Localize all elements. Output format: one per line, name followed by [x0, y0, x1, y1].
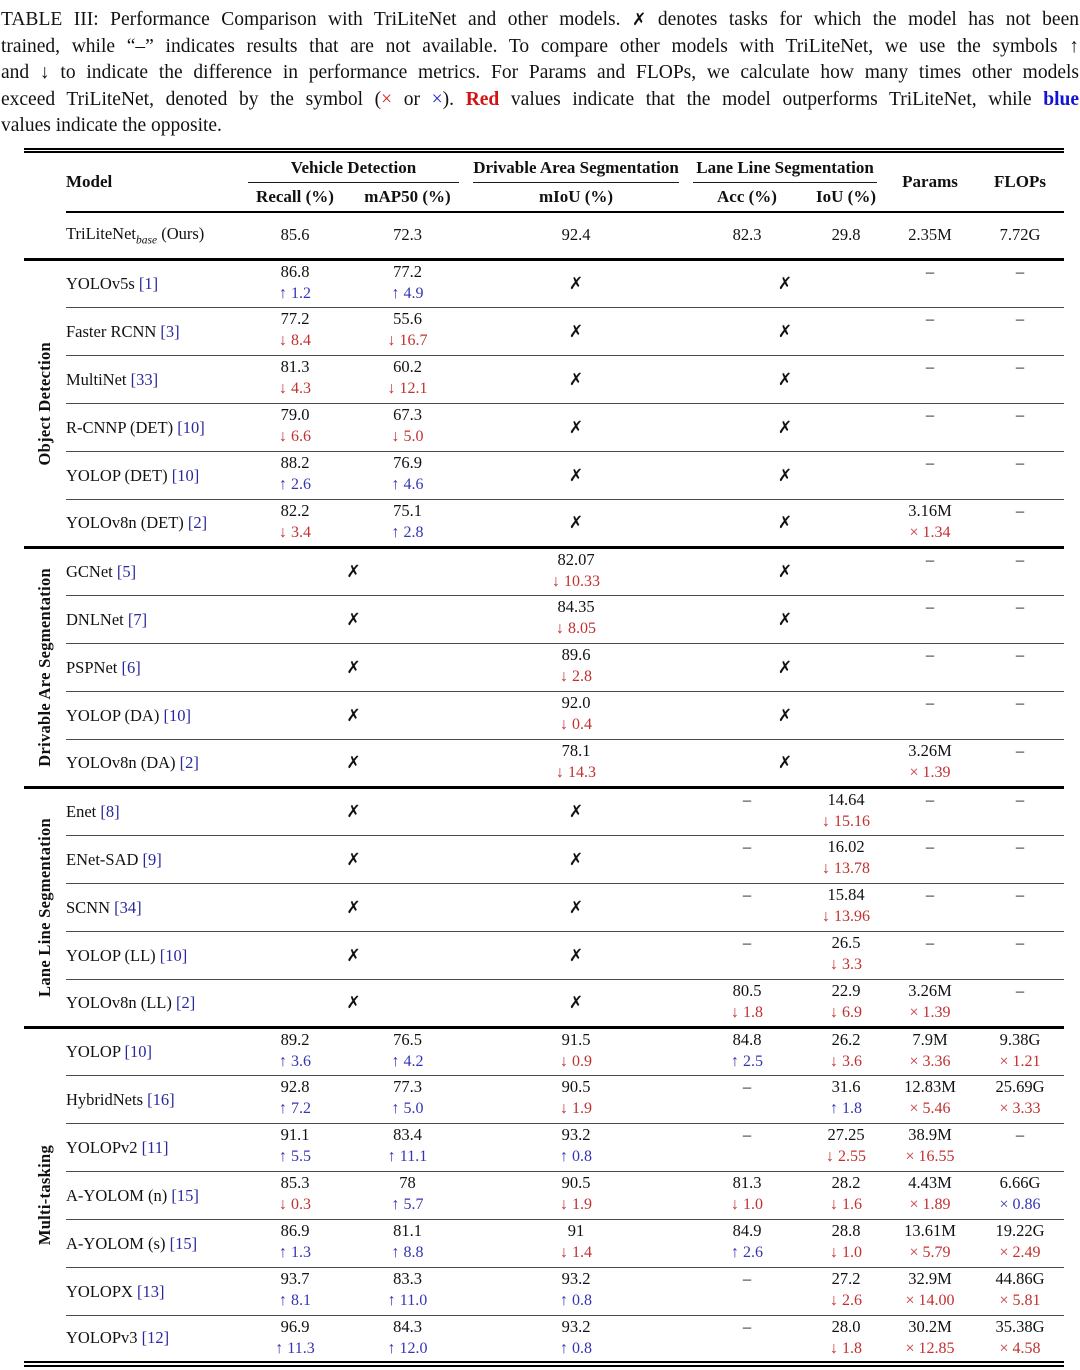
caption-text: denotes tasks for which the model has not been	[646, 9, 1079, 30]
column-header-map50: mAP50 (%)	[349, 183, 466, 212]
model-name	[66, 1076, 241, 1124]
cell-params: 3.26M × 1.39	[884, 980, 976, 1028]
cell-miou: 90.5 ↓ 1.9	[466, 1172, 686, 1220]
cell-not-trained: ✗	[466, 884, 686, 932]
model-name	[66, 500, 241, 548]
cell-params: –	[884, 596, 976, 644]
cell-recall: 89.2 ↑ 3.6	[241, 1028, 349, 1076]
caption-line	[1, 34, 1079, 61]
cell-params: 4.43M × 1.89	[884, 1172, 976, 1220]
cell-recall: 81.3 ↓ 4.3	[241, 356, 349, 404]
cell-map50: 76.9 ↑ 4.6	[349, 452, 466, 500]
citation-ref[interactable]: [12]	[141, 1328, 170, 1348]
cell-flops: –	[976, 644, 1064, 692]
cell-recall: 92.8 ↑ 7.2	[241, 1076, 349, 1124]
cell-params: –	[884, 548, 976, 596]
caption-line	[1, 113, 1079, 140]
cell-map50: 83.4 ↑ 11.1	[349, 1124, 466, 1172]
citation-ref[interactable]: [15]	[171, 1185, 199, 1205]
table-row	[24, 548, 1064, 596]
caption-text: ).	[442, 88, 466, 110]
citation-ref[interactable]: [8]	[100, 802, 120, 821]
cell-iou: 28.2 ↓ 1.6	[808, 1172, 884, 1220]
cell-not-trained: ✗	[686, 596, 884, 644]
cell-not-trained: ✗	[466, 404, 686, 452]
cell-not-trained: ✗	[686, 740, 884, 788]
model-label: Faster RCNN	[66, 321, 161, 341]
cell-params: –	[884, 788, 976, 836]
model-label: SCNN	[66, 897, 115, 917]
model-name	[66, 260, 241, 308]
model-label: MultiNet	[66, 369, 131, 389]
citation-ref[interactable]: [3]	[160, 321, 180, 341]
model-label: A-YOLOM (n)	[66, 1185, 172, 1205]
citation-ref[interactable]: [6]	[121, 657, 141, 677]
cell-miou: 93.2 ↑ 0.8	[466, 1268, 686, 1316]
baseline-row-trilitenet	[24, 212, 1064, 260]
citation-ref[interactable]: [15]	[169, 1233, 198, 1253]
model-label: YOLOPX	[66, 1281, 138, 1301]
cell-flops: –	[976, 884, 1064, 932]
cell-recall: 82.2 ↓ 3.4	[241, 500, 349, 548]
cell-params: 30.2M × 12.85	[884, 1316, 976, 1364]
group-header-lane-line-segmentation: Lane Line Segmentation	[686, 150, 884, 183]
cell-map50: 60.2 ↓ 12.1	[349, 356, 466, 404]
cell-miou: 91 ↓ 1.4	[466, 1220, 686, 1268]
model-label: YOLOPv2	[66, 1137, 142, 1157]
cell-flops: –	[976, 1124, 1064, 1172]
model-name	[66, 1220, 241, 1268]
cell-recall: 96.9 ↑ 11.3	[241, 1316, 349, 1364]
caption-line	[1, 60, 1079, 87]
cell-iou: 28.8 ↓ 1.0	[808, 1220, 884, 1268]
model-label: YOLOP	[66, 1042, 125, 1061]
cell-params: –	[884, 644, 976, 692]
section-label-cell	[24, 260, 66, 548]
cell-iou: 15.84 ↓ 13.96	[808, 884, 884, 932]
cell-recall: 79.0 ↓ 6.6	[241, 404, 349, 452]
cell-flops: –	[976, 260, 1064, 308]
model-label: YOLOv8n (LL)	[66, 993, 176, 1012]
model-name	[66, 932, 241, 980]
cell-recall: 86.8 ↑ 1.2	[241, 260, 349, 308]
citation-ref[interactable]: [5]	[116, 562, 137, 581]
caption-text: exceed TriLiteNet, denoted by the symbol (	[1, 88, 382, 110]
cell-miou: 91.5 ↓ 0.9	[466, 1028, 686, 1076]
column-header-params: Params	[884, 150, 976, 212]
cell-map50: 75.1 ↑ 2.8	[349, 500, 466, 548]
column-header-iou: IoU (%)	[808, 183, 884, 212]
cell-not-trained: ✗	[241, 644, 466, 692]
table-row	[24, 500, 1064, 548]
citation-ref[interactable]: [2]	[187, 513, 208, 532]
cell-params: –	[884, 404, 976, 452]
table-row	[24, 1124, 1064, 1172]
cell-not-trained: ✗	[686, 644, 884, 692]
model-name	[66, 1268, 241, 1316]
model-name	[66, 836, 241, 884]
cell-recall: 86.9 ↑ 1.3	[241, 1220, 349, 1268]
model-name: TriLiteNet$_{base}$ (Ours)	[66, 212, 241, 260]
table-row	[24, 740, 1064, 788]
section-label: Object Detection	[35, 341, 54, 466]
cell-params: 13.61M × 5.79	[884, 1220, 976, 1268]
section-label: Multi-tasking	[35, 1144, 54, 1245]
cell-acc: 84.9 ↑ 2.6	[686, 1220, 808, 1268]
cell-params: –	[884, 692, 976, 740]
cell-recall: 85.6	[241, 212, 349, 260]
model-name	[66, 308, 241, 356]
model-name	[66, 404, 241, 452]
cell-not-trained: ✗	[241, 884, 466, 932]
cell-params: 7.9M × 3.36	[884, 1028, 976, 1076]
caption-symbol: blue	[1043, 88, 1079, 110]
table-row	[24, 1028, 1064, 1076]
model-label: ENet-SAD	[66, 849, 143, 869]
column-header-flops: FLOPs	[976, 150, 1064, 212]
caption-symbol: ✗	[631, 10, 647, 30]
cell-params: 38.9M × 16.55	[884, 1124, 976, 1172]
citation-ref[interactable]: [16]	[147, 1089, 175, 1109]
cell-not-trained: ✗	[466, 356, 686, 404]
cell-map50: 72.3	[349, 212, 466, 260]
model-label: Enet	[66, 802, 101, 821]
cell-map50: 83.3 ↑ 11.0	[349, 1268, 466, 1316]
cell-iou: 31.6 ↑ 1.8	[808, 1076, 884, 1124]
cell-miou: 82.07 ↓ 10.33	[466, 548, 686, 596]
cell-flops: –	[976, 452, 1064, 500]
model-label: PSPNet	[66, 657, 122, 677]
caption-text: values indicate the opposite.	[1, 115, 222, 136]
cell-params: –	[884, 884, 976, 932]
model-label: YOLOP (DA)	[66, 705, 164, 725]
cell-flops: –	[976, 932, 1064, 980]
cell-miou: 93.2 ↑ 0.8	[466, 1124, 686, 1172]
caption-text: and ↓ to indicate the difference in performance metrics. For Params and FLOPs, we calculate how many times other models	[1, 62, 1079, 83]
table-row	[24, 356, 1064, 404]
cell-flops: –	[976, 548, 1064, 596]
cell-acc: 84.8 ↑ 2.5	[686, 1028, 808, 1076]
citation-ref[interactable]: [1]	[138, 274, 159, 293]
caption-line	[1, 7, 1079, 34]
column-header-model: Model	[66, 150, 241, 212]
cell-flops: –	[976, 596, 1064, 644]
cell-flops: –	[976, 836, 1064, 884]
table-row	[24, 692, 1064, 740]
cell-iou: 22.9 ↓ 6.9	[808, 980, 884, 1028]
cell-iou: 28.0 ↓ 1.8	[808, 1316, 884, 1364]
cell-flops: 44.86G × 5.81	[976, 1268, 1064, 1316]
cell-map50: 78 ↑ 5.7	[349, 1172, 466, 1220]
section-label-spacer	[24, 150, 66, 260]
cell-iou: 26.2 ↓ 3.6	[808, 1028, 884, 1076]
model-name	[66, 1316, 241, 1364]
cell-miou: 90.5 ↓ 1.9	[466, 1076, 686, 1124]
cell-flops: –	[976, 404, 1064, 452]
caption-symbol: ×	[431, 88, 443, 110]
cell-flops: 7.72G	[976, 212, 1064, 260]
model-label: DNLNet	[66, 609, 128, 629]
cell-miou: 93.2 ↑ 0.8	[466, 1316, 686, 1364]
cell-recall: 85.3 ↓ 0.3	[241, 1172, 349, 1220]
cell-flops: –	[976, 692, 1064, 740]
caption-symbol: ×	[381, 88, 393, 110]
cell-not-trained: ✗	[241, 692, 466, 740]
model-name	[66, 1028, 241, 1076]
cell-map50: 77.3 ↑ 5.0	[349, 1076, 466, 1124]
table-row	[24, 1316, 1064, 1364]
column-header-miou: mIoU (%)	[466, 183, 686, 212]
model-label: YOLOP (LL)	[66, 945, 160, 965]
table-row	[24, 932, 1064, 980]
column-header-recall: Recall (%)	[241, 183, 349, 212]
cell-not-trained: ✗	[466, 980, 686, 1028]
section-label-cell	[24, 1028, 66, 1364]
table-row	[24, 1172, 1064, 1220]
table-row	[24, 1076, 1064, 1124]
model-name	[66, 788, 241, 836]
cell-acc: –	[686, 788, 808, 836]
citation-ref[interactable]: [34]	[114, 897, 142, 917]
cell-miou: 84.35 ↓ 8.05	[466, 596, 686, 644]
cell-acc: –	[686, 836, 808, 884]
cell-not-trained: ✗	[686, 692, 884, 740]
cell-not-trained: ✗	[241, 932, 466, 980]
cell-map50: 81.1 ↑ 8.8	[349, 1220, 466, 1268]
table-row	[24, 884, 1064, 932]
cell-not-trained: ✗	[466, 836, 686, 884]
model-name	[66, 740, 241, 788]
column-header-acc: Acc (%)	[686, 183, 808, 212]
cell-iou: 27.2 ↓ 2.6	[808, 1268, 884, 1316]
cell-not-trained: ✗	[686, 452, 884, 500]
table-row	[24, 788, 1064, 836]
caption-text: TABLE III: Performance Comparison with TriLiteNet and other models.	[1, 9, 632, 30]
cell-params: –	[884, 452, 976, 500]
cell-acc: –	[686, 1076, 808, 1124]
citation-ref[interactable]: [10]	[159, 945, 188, 965]
citation-ref[interactable]: [10]	[177, 417, 205, 437]
cell-flops: –	[976, 788, 1064, 836]
model-label: R-CNNP (DET)	[66, 417, 178, 437]
cell-params: 3.26M × 1.39	[884, 740, 976, 788]
cell-not-trained: ✗	[241, 740, 466, 788]
cell-recall: 91.1 ↑ 5.5	[241, 1124, 349, 1172]
cell-map50: 55.6 ↓ 16.7	[349, 308, 466, 356]
cell-flops: 9.38G × 1.21	[976, 1028, 1064, 1076]
cell-not-trained: ✗	[241, 596, 466, 644]
citation-ref[interactable]: [2]	[175, 993, 196, 1012]
table-row	[24, 1220, 1064, 1268]
cell-acc: –	[686, 884, 808, 932]
cell-not-trained: ✗	[241, 980, 466, 1028]
model-name	[66, 452, 241, 500]
cell-not-trained: ✗	[466, 788, 686, 836]
cell-not-trained: ✗	[686, 500, 884, 548]
cell-flops: –	[976, 740, 1064, 788]
cell-params: –	[884, 356, 976, 404]
cell-not-trained: ✗	[466, 500, 686, 548]
cell-recall: 93.7 ↑ 8.1	[241, 1268, 349, 1316]
cell-flops: –	[976, 308, 1064, 356]
cell-flops: –	[976, 356, 1064, 404]
cell-iou: 27.25 ↓ 2.55	[808, 1124, 884, 1172]
cell-acc: 80.5 ↓ 1.8	[686, 980, 808, 1028]
citation-ref[interactable]: [33]	[130, 369, 159, 389]
cell-map50: 76.5 ↑ 4.2	[349, 1028, 466, 1076]
group-header-drivable-area-segmentation: Drivable Area Segmentation	[466, 150, 686, 183]
cell-acc: –	[686, 1316, 808, 1364]
table-row	[24, 644, 1064, 692]
cell-flops: 25.69G × 3.33	[976, 1076, 1064, 1124]
cell-params: 3.16M × 1.34	[884, 500, 976, 548]
cell-params: 2.35M	[884, 212, 976, 260]
cell-miou: 89.6 ↓ 2.8	[466, 644, 686, 692]
model-label: YOLOv8n (DA)	[66, 753, 180, 772]
citation-ref[interactable]: [11]	[141, 1137, 169, 1157]
cell-iou: 29.8	[808, 212, 884, 260]
group-header-vehicle-detection: Vehicle Detection	[241, 150, 466, 183]
model-name	[66, 980, 241, 1028]
citation-ref[interactable]: [13]	[137, 1281, 165, 1301]
citation-ref[interactable]: [9]	[142, 849, 162, 869]
cell-map50: 77.2 ↑ 4.9	[349, 260, 466, 308]
cell-not-trained: ✗	[686, 260, 884, 308]
cell-params: –	[884, 260, 976, 308]
cell-map50: 67.3 ↓ 5.0	[349, 404, 466, 452]
cell-flops: 35.38G × 4.58	[976, 1316, 1064, 1364]
cell-not-trained: ✗	[466, 308, 686, 356]
table-row	[24, 1268, 1064, 1316]
caption-text: values indicate that the model outperforms TriLiteNet, while	[499, 88, 1044, 110]
cell-not-trained: ✗	[241, 836, 466, 884]
cell-params: 32.9M × 14.00	[884, 1268, 976, 1316]
cell-flops: –	[976, 980, 1064, 1028]
model-label: YOLOv5s	[66, 274, 139, 293]
cell-acc: –	[686, 932, 808, 980]
header-row-groups	[24, 150, 1064, 183]
table-row	[24, 308, 1064, 356]
table-row	[24, 404, 1064, 452]
caption-line	[1, 87, 1079, 114]
performance-comparison-table	[24, 148, 1064, 1367]
caption-text: trained, while “–” indicates results that are not available. To compare other models with TriLiteNet, we use the symbols ↑	[1, 35, 1079, 57]
table-row	[24, 452, 1064, 500]
model-name	[66, 356, 241, 404]
cell-miou: 92.4	[466, 212, 686, 260]
cell-acc: 81.3 ↓ 1.0	[686, 1172, 808, 1220]
cell-flops: 6.66G × 0.86	[976, 1172, 1064, 1220]
cell-not-trained: ✗	[466, 932, 686, 980]
table-row	[24, 980, 1064, 1028]
cell-not-trained: ✗	[686, 308, 884, 356]
table-row	[24, 596, 1064, 644]
model-label: HybridNets	[66, 1089, 148, 1109]
section-label: Lane Line Segmentation	[35, 818, 54, 997]
cell-acc: –	[686, 1124, 808, 1172]
cell-recall: 77.2 ↓ 8.4	[241, 308, 349, 356]
cell-params: 12.83M × 5.46	[884, 1076, 976, 1124]
model-name	[66, 692, 241, 740]
citation-ref[interactable]: [10]	[171, 465, 200, 485]
section-label-cell	[24, 548, 66, 788]
cell-not-trained: ✗	[466, 452, 686, 500]
cell-acc: 82.3	[686, 212, 808, 260]
model-name	[66, 1124, 241, 1172]
model-name	[66, 1172, 241, 1220]
cell-not-trained: ✗	[241, 548, 466, 596]
cell-params: –	[884, 932, 976, 980]
section-label: Drivable Are Segmentation	[35, 568, 54, 767]
cell-miou: 92.0 ↓ 0.4	[466, 692, 686, 740]
table-row	[24, 260, 1064, 308]
caption-symbol: Red	[465, 88, 500, 110]
cell-not-trained: ✗	[686, 404, 884, 452]
cell-not-trained: ✗	[686, 548, 884, 596]
model-name	[66, 548, 241, 596]
cell-flops: 19.22G × 2.49	[976, 1220, 1064, 1268]
model-label: YOLOv8n (DET)	[66, 513, 188, 532]
cell-not-trained: ✗	[686, 356, 884, 404]
cell-params: –	[884, 836, 976, 884]
cell-recall: 88.2 ↑ 2.6	[241, 452, 349, 500]
citation-ref[interactable]: [2]	[179, 753, 199, 772]
cell-flops: –	[976, 500, 1064, 548]
table-row	[24, 836, 1064, 884]
model-label: GCNet	[66, 562, 117, 581]
model-name	[66, 596, 241, 644]
model-name	[66, 884, 241, 932]
cell-map50: 84.3 ↑ 12.0	[349, 1316, 466, 1364]
cell-iou: 16.02 ↓ 13.78	[808, 836, 884, 884]
model-label: YOLOPv3	[66, 1328, 142, 1348]
model-name	[66, 644, 241, 692]
section-label-cell	[24, 788, 66, 1028]
citation-ref[interactable]: [10]	[163, 705, 191, 725]
citation-ref[interactable]: [7]	[127, 609, 148, 629]
table-caption	[0, 0, 1080, 140]
model-label: YOLOP (DET)	[66, 465, 172, 485]
cell-iou: 26.5 ↓ 3.3	[808, 932, 884, 980]
cell-acc: –	[686, 1268, 808, 1316]
model-label: A-YOLOM (s)	[66, 1233, 170, 1253]
caption-text: or	[392, 88, 432, 110]
cell-iou: 14.64 ↓ 15.16	[808, 788, 884, 836]
citation-ref[interactable]: [10]	[124, 1042, 153, 1061]
cell-not-trained: ✗	[466, 260, 686, 308]
cell-not-trained: ✗	[241, 788, 466, 836]
cell-miou: 78.1 ↓ 14.3	[466, 740, 686, 788]
cell-params: –	[884, 308, 976, 356]
